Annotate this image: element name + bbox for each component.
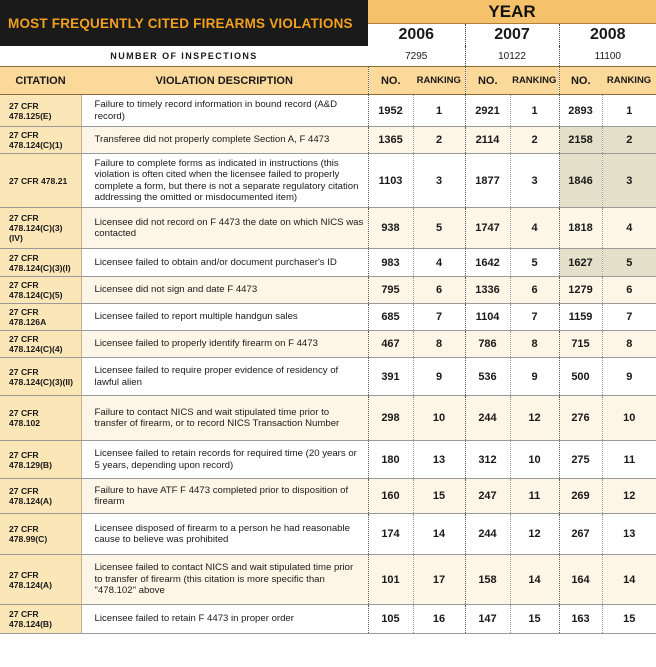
citation-cell: 27 CFR 478.99(C) (0, 514, 81, 555)
citation-cell: 27 CFR 478.126A (0, 304, 81, 331)
citation-cell: 27 CFR 478.125(E) (0, 95, 81, 127)
description-cell: Licensee failed to properly identify firearm on F 4473 (81, 331, 368, 358)
ranking-2006-cell: 5 (413, 208, 465, 249)
citation-cell: 27 CFR 478.129(B) (0, 441, 81, 479)
no-2007-cell: 1877 (465, 154, 510, 208)
table-row (0, 277, 656, 304)
ranking-2008-cell: 15 (602, 605, 656, 634)
no-2007-cell: 1336 (465, 277, 510, 304)
ranking-2006-cell: 15 (413, 479, 465, 514)
no-2007-cell: 247 (465, 479, 510, 514)
year-2008: 2008 (559, 24, 656, 47)
no-2006-cell: 685 (368, 304, 413, 331)
no-2007-cell: 1747 (465, 208, 510, 249)
header-ranking-2006: RANKING (413, 67, 465, 95)
ranking-2007-cell: 9 (510, 358, 559, 396)
ranking-2006-cell: 10 (413, 396, 465, 441)
ranking-2008-cell: 2 (602, 127, 656, 154)
description-cell: Licensee failed to retain records for required time (20 years or 5 years, depending upon record) (81, 441, 368, 479)
ranking-2006-cell: 17 (413, 555, 465, 605)
header-description: VIOLATION DESCRIPTION (81, 67, 368, 95)
no-2007-cell: 312 (465, 441, 510, 479)
header-citation: CITATION (0, 67, 81, 95)
no-2007-cell: 786 (465, 331, 510, 358)
inspections-2008: 11100 (559, 46, 656, 67)
table-row (0, 249, 656, 277)
description-cell: Licensee did not record on F 4473 the date on which NICS was contacted (81, 208, 368, 249)
description-cell: Failure to timely record information in bound record (A&D record) (81, 95, 368, 127)
ranking-2007-cell: 1 (510, 95, 559, 127)
table-row (0, 441, 656, 479)
table-row (0, 154, 656, 208)
column-header-row (0, 67, 656, 95)
no-2008-cell: 1818 (559, 208, 602, 249)
ranking-2006-cell: 6 (413, 277, 465, 304)
table-body (0, 95, 656, 634)
table-row (0, 396, 656, 441)
ranking-2008-cell: 5 (602, 249, 656, 277)
no-2008-cell: 2158 (559, 127, 602, 154)
no-2008-cell: 276 (559, 396, 602, 441)
no-2007-cell: 2114 (465, 127, 510, 154)
header-no-2006: NO. (368, 67, 413, 95)
no-2008-cell: 1279 (559, 277, 602, 304)
ranking-2006-cell: 3 (413, 154, 465, 208)
ranking-2008-cell: 13 (602, 514, 656, 555)
ranking-2006-cell: 8 (413, 331, 465, 358)
table-row (0, 605, 656, 634)
description-cell: Licensee failed to contact NICS and wait stipulated time prior to transfer of firearm (this citation is more specific than "478.102" above (81, 555, 368, 605)
year-2006: 2006 (368, 24, 465, 47)
no-2007-cell: 1642 (465, 249, 510, 277)
inspections-2007: 10122 (465, 46, 559, 67)
ranking-2006-cell: 2 (413, 127, 465, 154)
no-2006-cell: 101 (368, 555, 413, 605)
citation-cell: 27 CFR 478.124(C)(3)(I) (0, 249, 81, 277)
no-2006-cell: 391 (368, 358, 413, 396)
no-2006-cell: 1952 (368, 95, 413, 127)
year-label: YEAR (368, 0, 656, 24)
no-2006-cell: 180 (368, 441, 413, 479)
no-2006-cell: 105 (368, 605, 413, 634)
no-2006-cell: 795 (368, 277, 413, 304)
table-title: MOST FREQUENTLY CITED FIREARMS VIOLATIONS (0, 0, 368, 46)
citation-cell: 27 CFR 478.124(C)(4) (0, 331, 81, 358)
citation-cell: 27 CFR 478.124(A) (0, 479, 81, 514)
description-cell: Licensee did not sign and date F 4473 (81, 277, 368, 304)
description-cell: Licensee failed to report multiple handgun sales (81, 304, 368, 331)
description-cell: Failure to have ATF F 4473 completed prior to disposition of firearm (81, 479, 368, 514)
table-row (0, 95, 656, 127)
no-2006-cell: 1365 (368, 127, 413, 154)
citation-cell: 27 CFR 478.102 (0, 396, 81, 441)
ranking-2007-cell: 4 (510, 208, 559, 249)
no-2008-cell: 275 (559, 441, 602, 479)
ranking-2007-cell: 12 (510, 514, 559, 555)
ranking-2006-cell: 4 (413, 249, 465, 277)
ranking-2008-cell: 6 (602, 277, 656, 304)
ranking-2007-cell: 5 (510, 249, 559, 277)
citation-cell: 27 CFR 478.124(C)(3)(II) (0, 358, 81, 396)
no-2007-cell: 244 (465, 396, 510, 441)
ranking-2008-cell: 10 (602, 396, 656, 441)
citation-cell: 27 CFR 478.124(B) (0, 605, 81, 634)
no-2007-cell: 158 (465, 555, 510, 605)
description-cell: Failure to complete forms as indicated in instructions (this violation is often cited when the licensee failed to properly complete a form, but there is not a separate regulatory citation addressing the omitted or misdocumented item) (81, 154, 368, 208)
description-cell: Licensee failed to require proper evidence of residency of lawful alien (81, 358, 368, 396)
no-2008-cell: 2893 (559, 95, 602, 127)
ranking-2006-cell: 1 (413, 95, 465, 127)
ranking-2008-cell: 14 (602, 555, 656, 605)
no-2006-cell: 983 (368, 249, 413, 277)
no-2008-cell: 1846 (559, 154, 602, 208)
description-cell: Licensee disposed of firearm to a person he had reasonable cause to believe was prohibited (81, 514, 368, 555)
ranking-2007-cell: 11 (510, 479, 559, 514)
no-2008-cell: 163 (559, 605, 602, 634)
ranking-2008-cell: 9 (602, 358, 656, 396)
header-ranking-2007: RANKING (510, 67, 559, 95)
ranking-2008-cell: 4 (602, 208, 656, 249)
table-row (0, 555, 656, 605)
ranking-2006-cell: 9 (413, 358, 465, 396)
ranking-2007-cell: 10 (510, 441, 559, 479)
no-2007-cell: 1104 (465, 304, 510, 331)
ranking-2008-cell: 8 (602, 331, 656, 358)
no-2007-cell: 536 (465, 358, 510, 396)
no-2006-cell: 160 (368, 479, 413, 514)
ranking-2007-cell: 8 (510, 331, 559, 358)
no-2008-cell: 269 (559, 479, 602, 514)
description-cell: Transferee did not properly complete Section A, F 4473 (81, 127, 368, 154)
ranking-2008-cell: 12 (602, 479, 656, 514)
ranking-2006-cell: 14 (413, 514, 465, 555)
inspections-label: NUMBER OF INSPECTIONS (110, 51, 258, 61)
no-2008-cell: 164 (559, 555, 602, 605)
table-row (0, 208, 656, 249)
citation-cell: 27 CFR 478.124(C)(3) (IV) (0, 208, 81, 249)
no-2006-cell: 174 (368, 514, 413, 555)
citation-cell: 27 CFR 478.124(A) (0, 555, 81, 605)
no-2006-cell: 298 (368, 396, 413, 441)
ranking-2007-cell: 15 (510, 605, 559, 634)
table-row (0, 358, 656, 396)
ranking-2006-cell: 7 (413, 304, 465, 331)
no-2008-cell: 267 (559, 514, 602, 555)
citation-cell: 27 CFR 478.124(C)(5) (0, 277, 81, 304)
header-no-2008: NO. (559, 67, 602, 95)
description-cell: Licensee failed to obtain and/or document purchaser's ID (81, 249, 368, 277)
table-row (0, 479, 656, 514)
ranking-2007-cell: 12 (510, 396, 559, 441)
no-2007-cell: 147 (465, 605, 510, 634)
citation-cell: 27 CFR 478.124(C)(1) (0, 127, 81, 154)
year-2007: 2007 (465, 24, 559, 47)
header-ranking-2008: RANKING (602, 67, 656, 95)
description-cell: Failure to contact NICS and wait stipulated time prior to transfer of firearm, or to record NICS Transaction Number (81, 396, 368, 441)
no-2006-cell: 467 (368, 331, 413, 358)
description-cell: Licensee failed to retain F 4473 in proper order (81, 605, 368, 634)
ranking-2008-cell: 7 (602, 304, 656, 331)
ranking-2008-cell: 3 (602, 154, 656, 208)
inspections-2006: 7295 (405, 50, 428, 62)
ranking-2007-cell: 3 (510, 154, 559, 208)
no-2008-cell: 1159 (559, 304, 602, 331)
ranking-2006-cell: 16 (413, 605, 465, 634)
no-2006-cell: 1103 (368, 154, 413, 208)
no-2006-cell: 938 (368, 208, 413, 249)
no-2008-cell: 715 (559, 331, 602, 358)
citation-cell: 27 CFR 478.21 (0, 154, 81, 208)
no-2007-cell: 2921 (465, 95, 510, 127)
table-row (0, 304, 656, 331)
ranking-2007-cell: 7 (510, 304, 559, 331)
ranking-2008-cell: 1 (602, 95, 656, 127)
ranking-2008-cell: 11 (602, 441, 656, 479)
ranking-2007-cell: 14 (510, 555, 559, 605)
no-2008-cell: 1627 (559, 249, 602, 277)
no-2007-cell: 244 (465, 514, 510, 555)
no-2008-cell: 500 (559, 358, 602, 396)
ranking-2007-cell: 2 (510, 127, 559, 154)
ranking-2006-cell: 13 (413, 441, 465, 479)
table-row (0, 514, 656, 555)
table-row (0, 127, 656, 154)
header-no-2007: NO. (465, 67, 510, 95)
table-row (0, 331, 656, 358)
ranking-2007-cell: 6 (510, 277, 559, 304)
